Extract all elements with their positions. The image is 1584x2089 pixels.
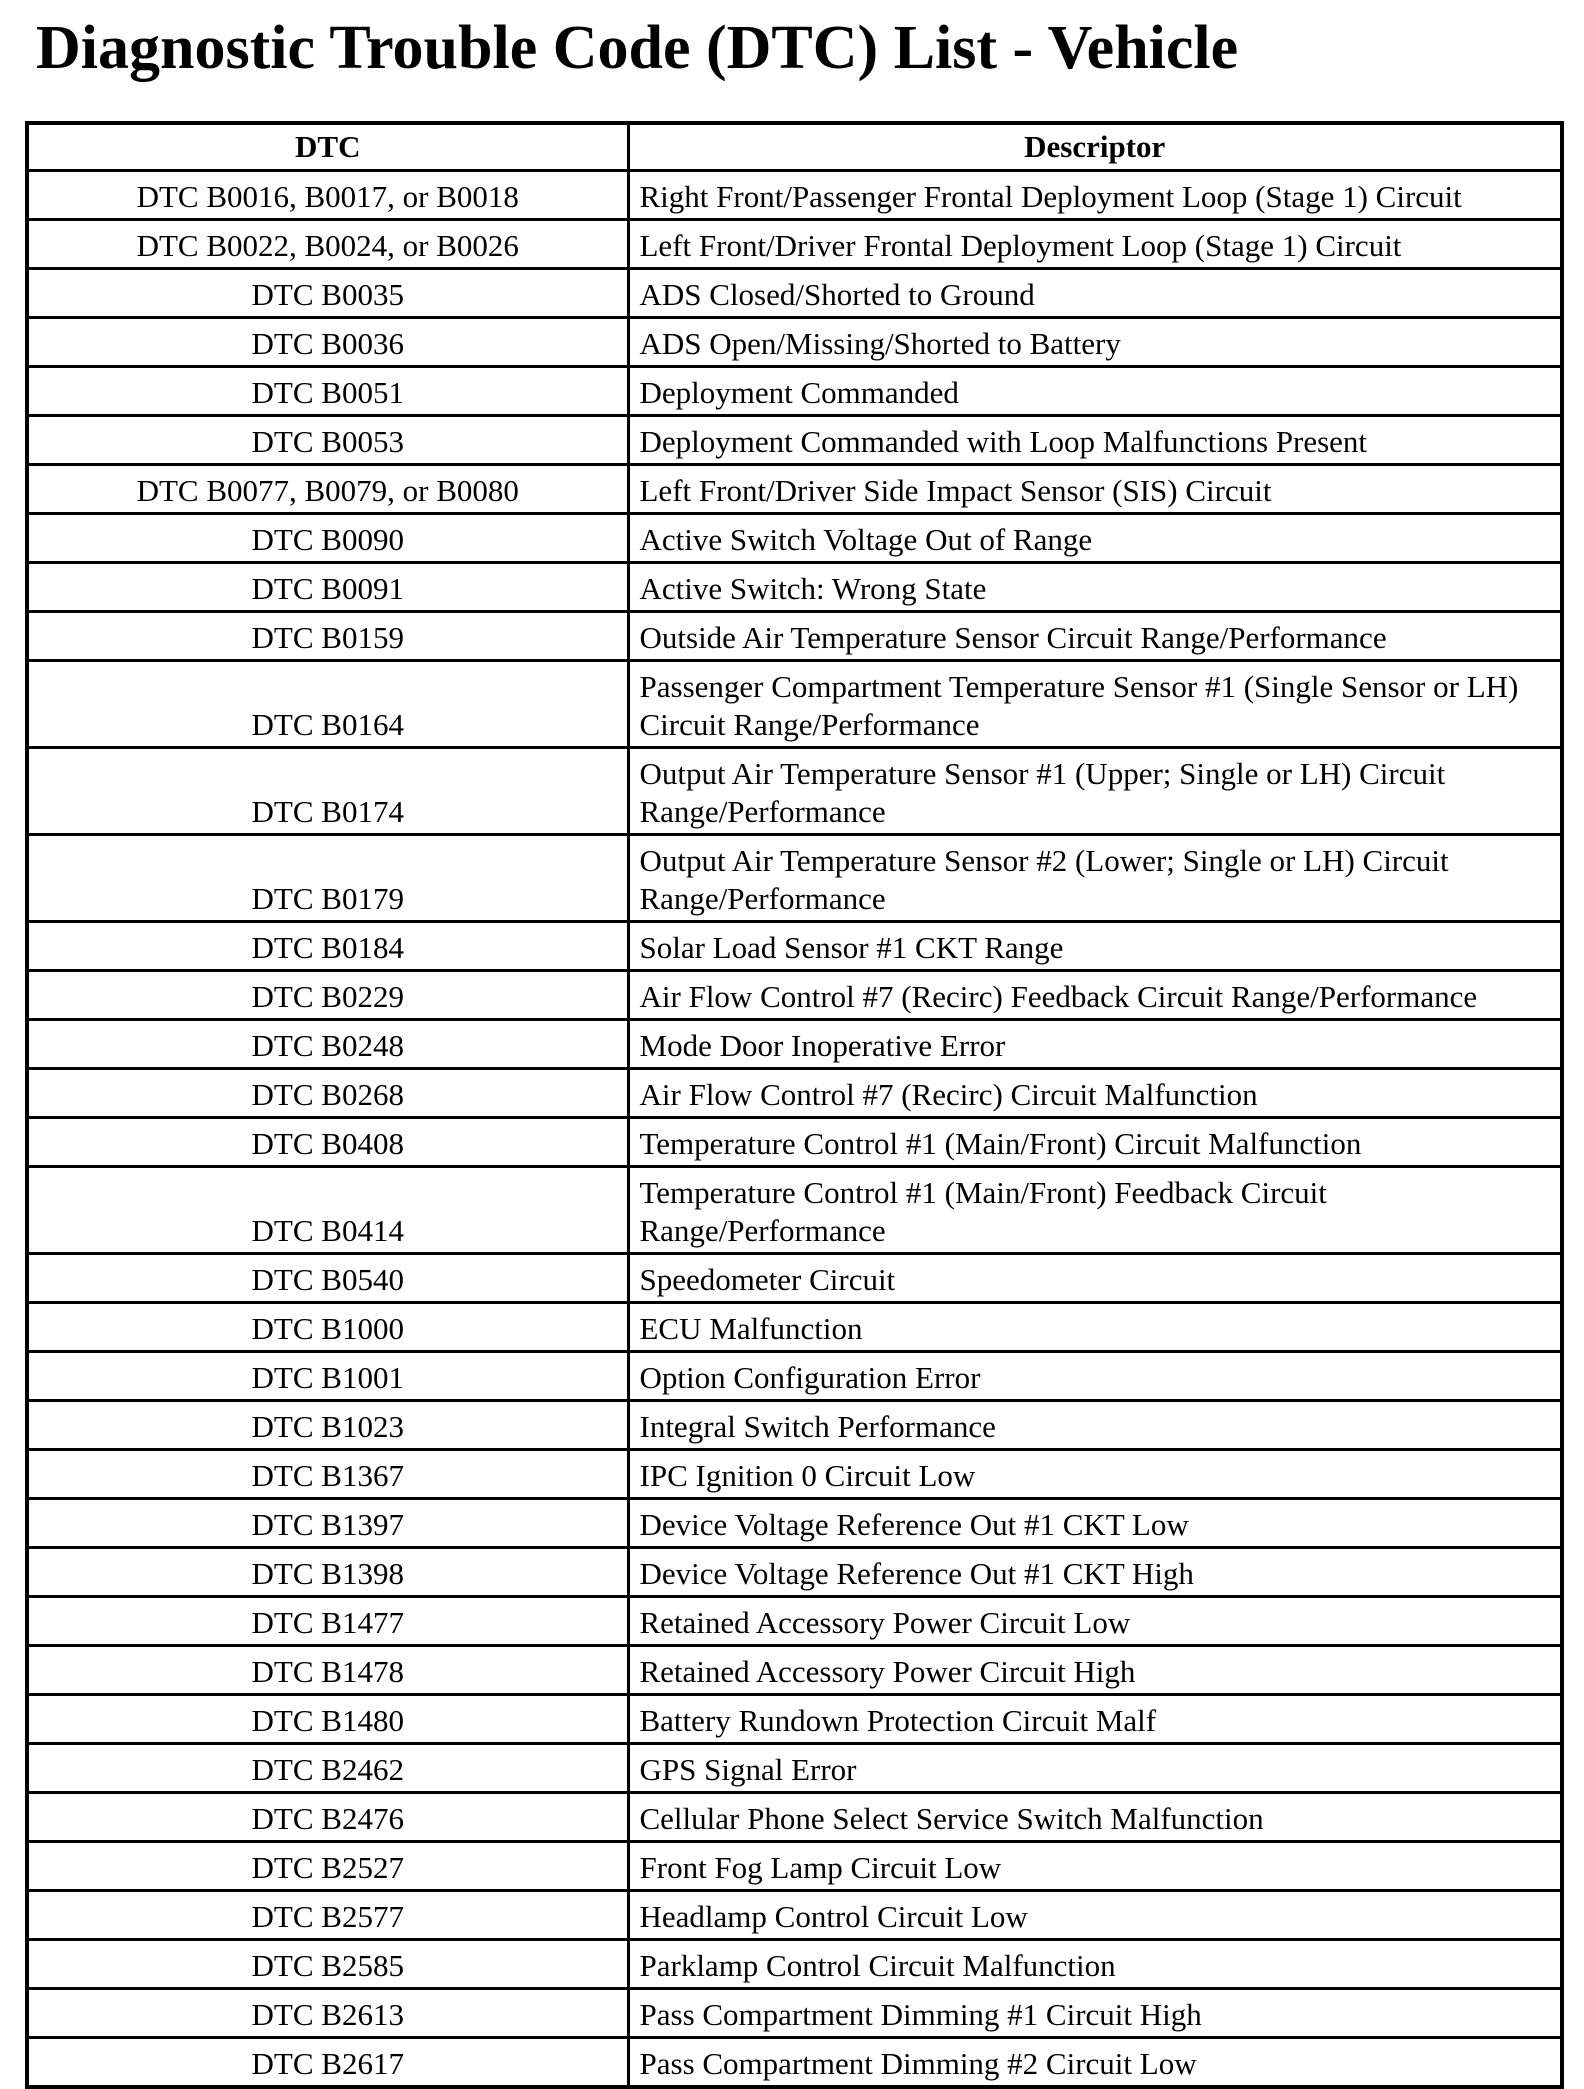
descriptor-cell: Device Voltage Reference Out #1 CKT High [628, 1548, 1562, 1597]
descriptor-cell: Mode Door Inoperative Error [628, 1020, 1562, 1069]
table-row [27, 1793, 1562, 1842]
descriptor-cell: Pass Compartment Dimming #1 Circuit High [628, 1989, 1562, 2038]
descriptor-cell: ECU Malfunction [628, 1303, 1562, 1352]
table-row [27, 1254, 1562, 1303]
descriptor-cell: Active Switch Voltage Out of Range [628, 514, 1562, 563]
table-row [27, 922, 1562, 971]
dtc-code-cell: DTC B1367 [27, 1450, 628, 1499]
dtc-code-cell: DTC B0179 [27, 835, 628, 922]
table-row [27, 1069, 1562, 1118]
dtc-code-cell: DTC B0164 [27, 661, 628, 748]
descriptor-cell: Battery Rundown Protection Circuit Malf [628, 1695, 1562, 1744]
descriptor-cell: Front Fog Lamp Circuit Low [628, 1842, 1562, 1891]
descriptor-cell: Left Front/Driver Side Impact Sensor (SIS) Circuit [628, 465, 1562, 514]
page-title: Diagnostic Trouble Code (DTC) List - Vehicle [36, 14, 1239, 82]
dtc-code-cell: DTC B0159 [27, 612, 628, 661]
descriptor-cell: Parklamp Control Circuit Malfunction [628, 1940, 1562, 1989]
table-row [27, 1118, 1562, 1167]
table-row [27, 1744, 1562, 1793]
descriptor-cell: Deployment Commanded [628, 367, 1562, 416]
dtc-code-cell: DTC B1398 [27, 1548, 628, 1597]
table-row [27, 514, 1562, 563]
table-row [27, 1989, 1562, 2038]
table-row [27, 416, 1562, 465]
descriptor-cell: Air Flow Control #7 (Recirc) Feedback Circuit Range/Performance [628, 971, 1562, 1020]
descriptor-cell: GPS Signal Error [628, 1744, 1562, 1793]
dtc-code-cell: DTC B0036 [27, 318, 628, 367]
descriptor-cell: ADS Open/Missing/Shorted to Battery [628, 318, 1562, 367]
table-row [27, 1695, 1562, 1744]
dtc-code-cell: DTC B1000 [27, 1303, 628, 1352]
descriptor-cell: Active Switch: Wrong State [628, 563, 1562, 612]
descriptor-cell: Pass Compartment Dimming #2 Circuit Low [628, 2038, 1562, 2088]
dtc-code-cell: DTC B0248 [27, 1020, 628, 1069]
table-row [27, 1352, 1562, 1401]
table-row [27, 269, 1562, 318]
descriptor-cell: Output Air Temperature Sensor #2 (Lower; Single or LH) Circuit Range/Performance [628, 835, 1562, 922]
table-row [27, 612, 1562, 661]
dtc-code-cell: DTC B0016, B0017, or B0018 [27, 171, 628, 220]
table-row [27, 318, 1562, 367]
dtc-code-cell: DTC B0540 [27, 1254, 628, 1303]
table-row [27, 835, 1562, 922]
descriptor-cell: Option Configuration Error [628, 1352, 1562, 1401]
descriptor-cell: Speedometer Circuit [628, 1254, 1562, 1303]
dtc-code-cell: DTC B1001 [27, 1352, 628, 1401]
descriptor-cell: Solar Load Sensor #1 CKT Range [628, 922, 1562, 971]
table-header-row [27, 123, 1562, 171]
dtc-code-cell: DTC B2476 [27, 1793, 628, 1842]
table-row [27, 563, 1562, 612]
dtc-code-cell: DTC B0035 [27, 269, 628, 318]
dtc-code-cell: DTC B0051 [27, 367, 628, 416]
dtc-code-cell: DTC B0408 [27, 1118, 628, 1167]
table-row [27, 465, 1562, 514]
table-row [27, 1499, 1562, 1548]
dtc-code-cell: DTC B1480 [27, 1695, 628, 1744]
table-row [27, 1940, 1562, 1989]
table-row [27, 1597, 1562, 1646]
descriptor-cell: Temperature Control #1 (Main/Front) Circuit Malfunction [628, 1118, 1562, 1167]
table-row [27, 171, 1562, 220]
dtc-code-cell: DTC B1023 [27, 1401, 628, 1450]
dtc-code-cell: DTC B2527 [27, 1842, 628, 1891]
table-row [27, 220, 1562, 269]
descriptor-cell: ADS Closed/Shorted to Ground [628, 269, 1562, 318]
table-row [27, 1401, 1562, 1450]
descriptor-cell: Right Front/Passenger Frontal Deployment Loop (Stage 1) Circuit [628, 171, 1562, 220]
table-row [27, 1891, 1562, 1940]
dtc-code-cell: DTC B0414 [27, 1167, 628, 1254]
dtc-code-cell: DTC B0022, B0024, or B0026 [27, 220, 628, 269]
dtc-code-cell: DTC B2585 [27, 1940, 628, 1989]
table-row [27, 971, 1562, 1020]
descriptor-cell: Air Flow Control #7 (Recirc) Circuit Malfunction [628, 1069, 1562, 1118]
table-row [27, 1020, 1562, 1069]
descriptor-cell: Left Front/Driver Frontal Deployment Loop (Stage 1) Circuit [628, 220, 1562, 269]
descriptor-cell: Cellular Phone Select Service Switch Malfunction [628, 1793, 1562, 1842]
dtc-code-cell: DTC B0174 [27, 748, 628, 835]
descriptor-cell: Deployment Commanded with Loop Malfunctions Present [628, 416, 1562, 465]
dtc-code-cell: DTC B0053 [27, 416, 628, 465]
table-row [27, 1646, 1562, 1695]
dtc-code-cell: DTC B2613 [27, 1989, 628, 2038]
descriptor-cell: Output Air Temperature Sensor #1 (Upper; Single or LH) Circuit Range/Performance [628, 748, 1562, 835]
table-row [27, 367, 1562, 416]
dtc-code-cell: DTC B2462 [27, 1744, 628, 1793]
table-row [27, 661, 1562, 748]
dtc-table [25, 121, 1564, 2089]
descriptor-cell: Integral Switch Performance [628, 1401, 1562, 1450]
table-row [27, 2038, 1562, 2088]
descriptor-cell: Retained Accessory Power Circuit Low [628, 1597, 1562, 1646]
dtc-code-cell: DTC B0077, B0079, or B0080 [27, 465, 628, 514]
table-row [27, 1842, 1562, 1891]
table-row [27, 748, 1562, 835]
dtc-code-cell: DTC B1478 [27, 1646, 628, 1695]
descriptor-cell: Retained Accessory Power Circuit High [628, 1646, 1562, 1695]
dtc-code-cell: DTC B1477 [27, 1597, 628, 1646]
descriptor-cell: Device Voltage Reference Out #1 CKT Low [628, 1499, 1562, 1548]
dtc-code-cell: DTC B2617 [27, 2038, 628, 2088]
descriptor-cell: Temperature Control #1 (Main/Front) Feedback Circuit Range/Performance [628, 1167, 1562, 1254]
column-header-dtc: DTC [27, 123, 628, 171]
dtc-code-cell: DTC B0268 [27, 1069, 628, 1118]
dtc-code-cell: DTC B0229 [27, 971, 628, 1020]
descriptor-cell: IPC Ignition 0 Circuit Low [628, 1450, 1562, 1499]
dtc-code-cell: DTC B1397 [27, 1499, 628, 1548]
descriptor-cell: Passenger Compartment Temperature Sensor #1 (Single Sensor or LH) Circuit Range/Performance [628, 661, 1562, 748]
dtc-code-cell: DTC B0090 [27, 514, 628, 563]
dtc-code-cell: DTC B0091 [27, 563, 628, 612]
dtc-code-cell: DTC B2577 [27, 1891, 628, 1940]
table-row [27, 1167, 1562, 1254]
table-row [27, 1303, 1562, 1352]
descriptor-cell: Headlamp Control Circuit Low [628, 1891, 1562, 1940]
table-row [27, 1548, 1562, 1597]
table-row [27, 1450, 1562, 1499]
column-header-descriptor: Descriptor [628, 123, 1562, 171]
descriptor-cell: Outside Air Temperature Sensor Circuit Range/Performance [628, 612, 1562, 661]
dtc-code-cell: DTC B0184 [27, 922, 628, 971]
